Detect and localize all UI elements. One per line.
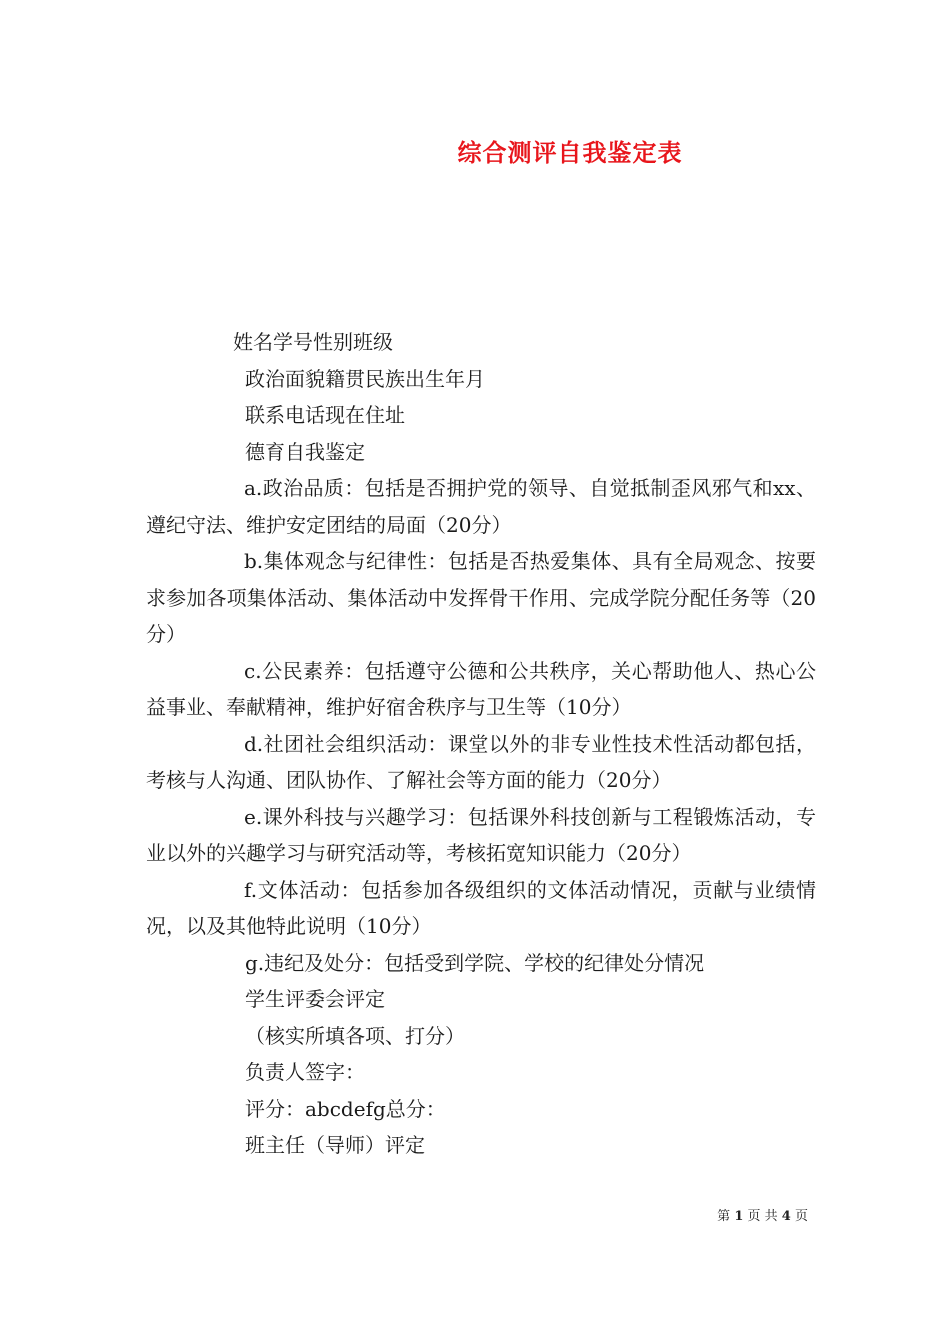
info-line-name: 姓名学号性别班级 xyxy=(233,330,393,354)
criterion-c: c.公民素养：包括遵守公德和公共秩序，关心帮助他人、热心公益事业、奉献精神，维护好宿舍秩序与卫生等（10分） xyxy=(146,658,816,719)
criterion-d: d.社团社会组织活动：课堂以外的非专业性技术性活动都包括，考核与人沟通、团队协作、了解社会等方面的能力（20分） xyxy=(146,731,816,792)
signature-line: 负责人签字： xyxy=(245,1060,365,1084)
committee-note: （核实所填各项、打分） xyxy=(245,1023,465,1048)
document-body xyxy=(146,324,816,1164)
current-page: 1 xyxy=(734,1209,744,1224)
criterion-e: e.课外科技与兴趣学习：包括课外科技创新与工程锻炼活动，专业以外的兴趣学习与研究活动等，考核拓宽知识能力（20分） xyxy=(146,804,816,865)
page-number: 第 1 页 共 4 页 xyxy=(717,1209,808,1224)
criterion-b: b.集体观念与纪律性：包括是否热爱集体、具有全局观念、按要求参加各项集体活动、集体活动中发挥骨干作用、完成学院分配任务等（20分） xyxy=(146,549,816,646)
section-heading-moral: 德育自我鉴定 xyxy=(245,439,365,464)
page-title: 综合测评自我鉴定表 xyxy=(457,138,683,167)
criterion-g: g.违纪及处分：包括受到学院、学校的纪律处分情况 xyxy=(245,950,705,975)
committee-review: 学生评委会评定 xyxy=(245,987,385,1011)
advisor-review: 班主任（导师）评定 xyxy=(245,1133,425,1157)
criterion-f: f.文体活动：包括参加各级组织的文体活动情况，贡献与业绩情况，以及其他特此说明（10分） xyxy=(146,877,816,938)
criterion-a: a.政治品质：包括是否拥护党的领导、自觉抵制歪风邪气和xx、遵纪守法、维护安定团结的局面（20分） xyxy=(146,476,816,537)
score-line: 评分：abcdefg总分： xyxy=(245,1096,446,1121)
info-line-politics: 政治面貌籍贯民族出生年月 xyxy=(245,366,485,391)
info-line-contact: 联系电话现在住址 xyxy=(245,403,405,427)
total-pages: 4 xyxy=(781,1209,791,1224)
